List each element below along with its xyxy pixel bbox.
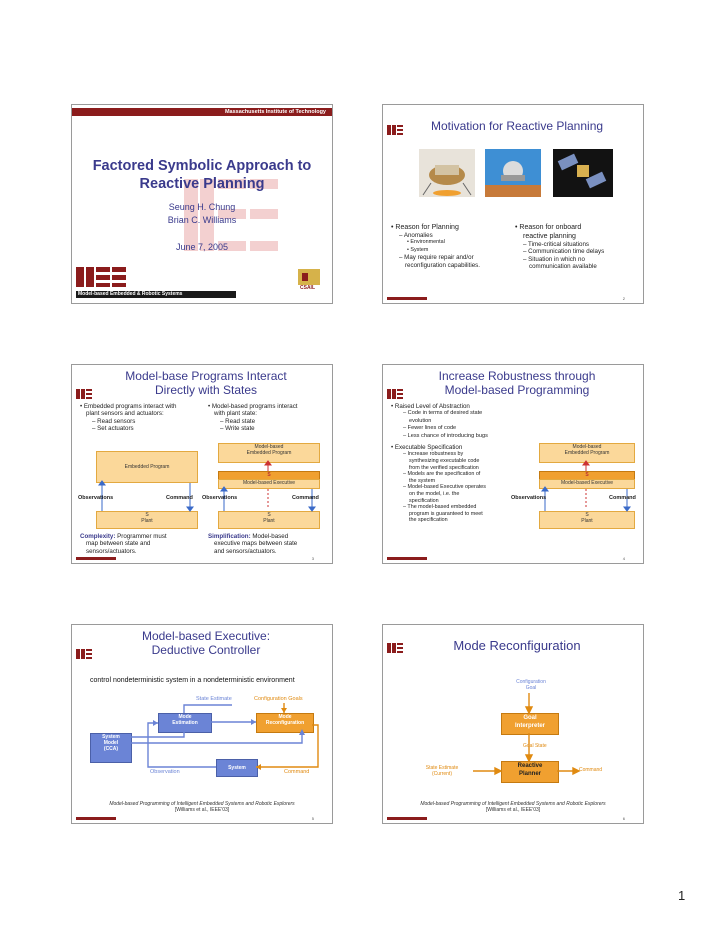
- slide5-footer-bar: [76, 817, 116, 820]
- s4-observations: Observations: [511, 495, 547, 501]
- author-2: Brian C. Williams: [167, 215, 237, 225]
- motivation-col-1: • Reason for Planning – Anomalies • Environmental • System – May require repair and/or reconfiguration capabilities.: [391, 224, 480, 269]
- slide-title: [71, 104, 333, 304]
- mode-estimation-box: Mode Estimation: [158, 713, 212, 733]
- goal-state-label: Goal State: [523, 743, 547, 749]
- slide2-footer-bar: [387, 297, 427, 300]
- slide6-arrows: [383, 625, 643, 823]
- spacecraft-images: [383, 105, 643, 303]
- s4-state-box: S: [539, 471, 635, 481]
- command-left: Command: [166, 495, 193, 501]
- mars-lander-image: [419, 149, 475, 197]
- configuration-goal-label: Configuration Goal: [516, 679, 546, 691]
- slide3-left-text: • Embedded programs interact with plant sensors and actuators: – Read sensors – Set actuators: [80, 403, 177, 433]
- slide4-text: • Raised Level of Abstraction – Code in terms of desired state evolution – Fewer lines of code – Less chance of introducing bugs • Executable Specification – Increase robustness by synthesizing executable code from the verified specification – Models are the specification of the system – Model-based Executive operates on the model, i.e. the specification – The model-based embedded program is guaranteed to meet the specification: [391, 403, 488, 524]
- slide-model-base-programs: [71, 364, 333, 564]
- slide5-title: Model-based Executive: Deductive Controller: [141, 629, 271, 657]
- goal-interpreter-box: Goal Interpreter: [501, 713, 559, 735]
- complexity-note: Complexity: Programmer must map between state and sensors/actuators.: [80, 533, 167, 555]
- configuration-goals-label: Configuration Goals: [254, 696, 303, 702]
- mb-executive-box: Model-based Executive: [218, 479, 320, 489]
- mers-logo-icon: [72, 105, 332, 303]
- simplification-note: Simplification: Model-based executive maps between state and sensors/actuators.: [208, 533, 298, 555]
- embedded-program-box: Embedded Program: [96, 451, 198, 483]
- slide3-right-text: • Model-based programs interact with plant state: – Read state – Write state: [208, 403, 298, 433]
- slide6-citation: Model-based Programming of Intelligent Embedded Systems and Robotic Explorers [Williams et al., IEEE'03]: [420, 801, 606, 813]
- command-label: Command: [284, 769, 310, 775]
- slide5-subtitle: control nondeterministic system in a nondeterministic environment: [90, 677, 295, 684]
- s4-mb-embedded-program-box: Model-based Embedded Program: [539, 443, 635, 463]
- slide4-page-number: 4: [622, 556, 625, 561]
- date: June 7, 2005: [175, 242, 229, 252]
- slide-increase-robustness: [382, 364, 644, 564]
- slide-mode-reconfiguration: [382, 624, 644, 824]
- slide3-footer-bar: [76, 557, 116, 560]
- s4-plant-box: S Plant: [539, 511, 635, 529]
- reactive-planner-box: Reactive Planner: [501, 761, 559, 783]
- slide4-arrows: [383, 365, 643, 563]
- slide4-footer-bar: [387, 557, 427, 560]
- slide-deductive-controller: [71, 624, 333, 824]
- slide3-page-number: 3: [311, 556, 314, 561]
- state-estimate-label: State Estimate: [196, 696, 232, 702]
- slide2-title: Motivation for Reactive Planning: [430, 119, 604, 133]
- footer-lab-name: Model-based Embedded & Robotic Systems: [78, 291, 183, 297]
- slide6-title: Mode Reconfiguration: [453, 638, 581, 653]
- slide4-title: Increase Robustness through Model-based Programming: [438, 369, 596, 397]
- system-box: System: [216, 759, 258, 777]
- slide6-footer-bar: [387, 817, 427, 820]
- plant-box-left: S Plant: [96, 511, 198, 529]
- observations-right: Observations: [202, 495, 238, 501]
- s4-mb-executive-box: Model-based Executive: [539, 479, 635, 489]
- mode-reconfiguration-box: Mode Reconfiguration: [256, 713, 314, 733]
- rover-image: [485, 149, 541, 197]
- mit-header-text: Massachusetts Institute of Technology: [224, 109, 326, 115]
- motivation-col-2: • Reason for onboard reactive planning – Time-critical situations – Communication time delays – Situation in which no communication available: [515, 224, 605, 271]
- state-box: S: [218, 471, 320, 481]
- csail-logo: CSAIL: [300, 285, 315, 291]
- author-1: Seung H. Chung: [168, 202, 236, 212]
- command-right: Command: [292, 495, 319, 501]
- slide5-citation: Model-based Programming of Intelligent Embedded Systems and Robotic Explorers [Williams et al., IEEE'03]: [109, 801, 295, 813]
- slide2-page-number: 2: [622, 296, 625, 301]
- state-estimate-current-label: State Estimate (Current): [425, 765, 459, 777]
- slide-motivation: [382, 104, 644, 304]
- s4-command: Command: [609, 495, 636, 501]
- plant-box-right: S Plant: [218, 511, 320, 529]
- slide5-arrows: [72, 625, 332, 823]
- s6-command-label: Command: [579, 767, 603, 773]
- page-number: 1: [678, 888, 686, 903]
- satellite-image: [553, 149, 613, 197]
- slide6-page-number: 6: [622, 816, 625, 821]
- system-model-box: System Model (CCA): [90, 733, 132, 763]
- mb-embedded-program-box: Model-based Embedded Program: [218, 443, 320, 463]
- observations-left: Observations: [78, 495, 114, 501]
- slide3-title: Model-base Programs Interact Directly with States: [125, 369, 287, 397]
- observation-label: Observation: [150, 769, 180, 775]
- slide5-page-number: 5: [311, 816, 314, 821]
- slide1-title: Factored Symbolic Approach to Reactive Planning: [92, 158, 312, 192]
